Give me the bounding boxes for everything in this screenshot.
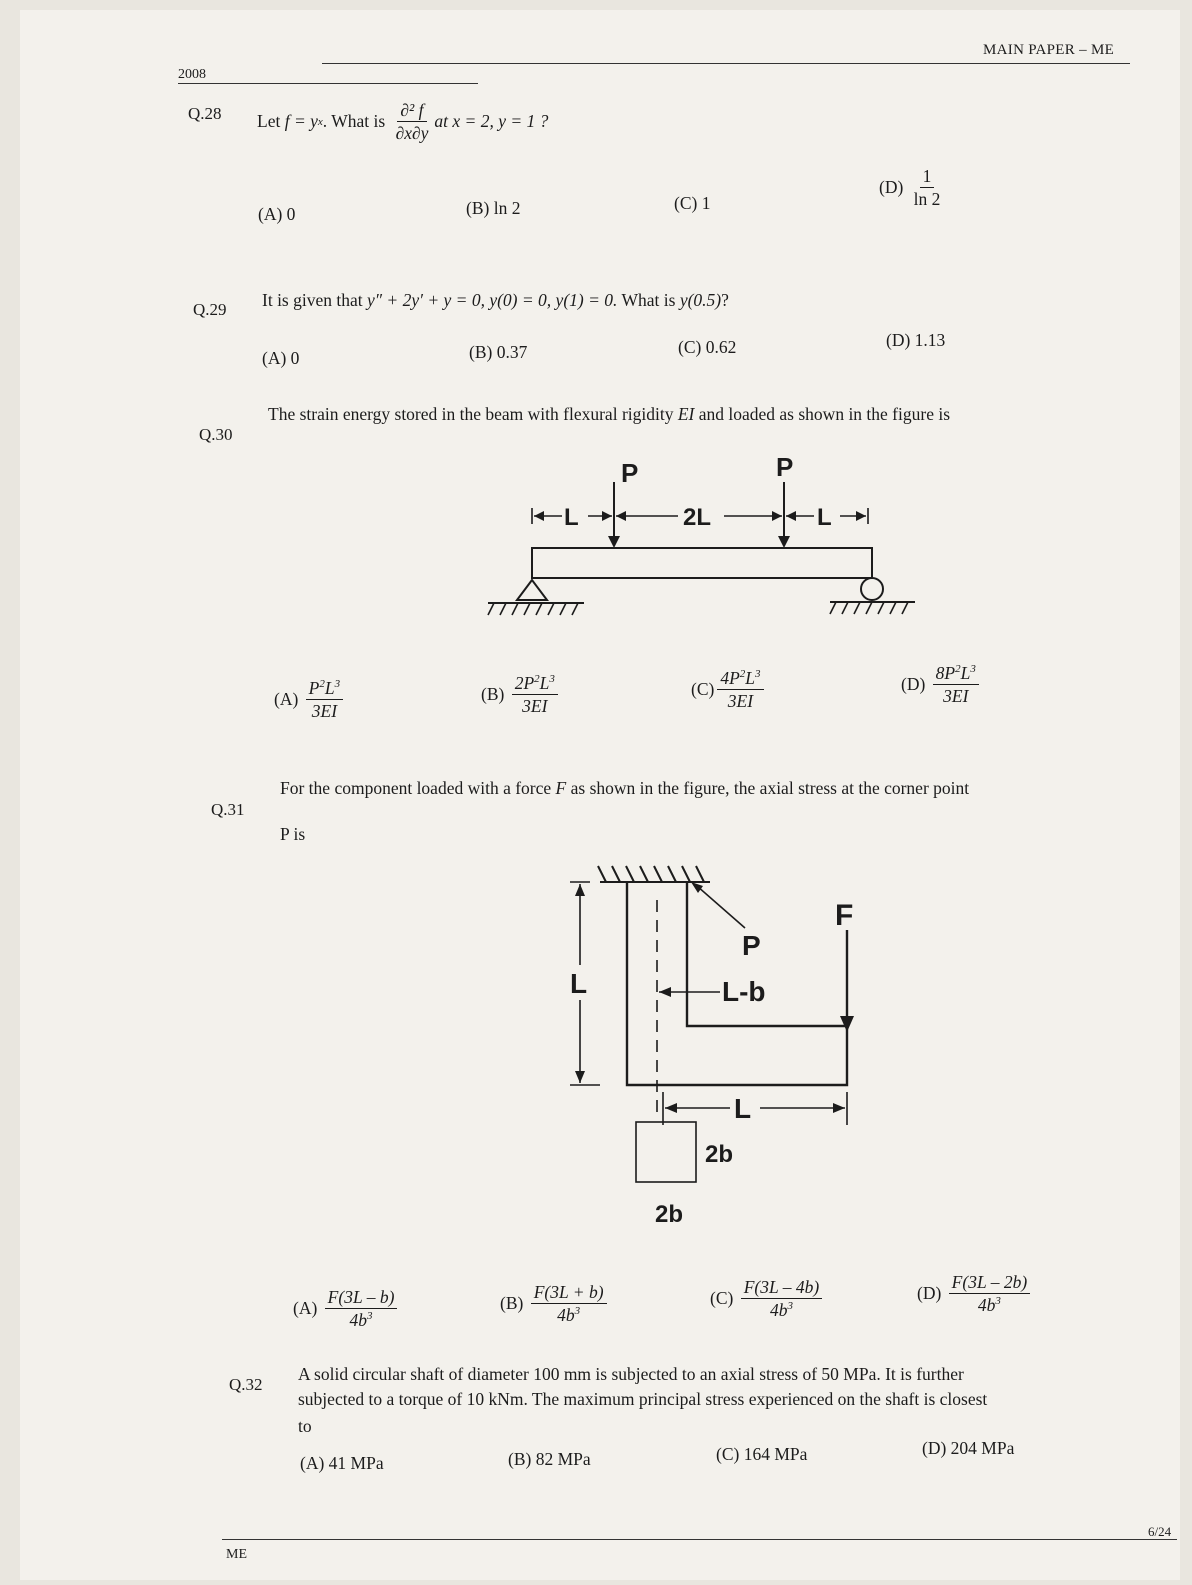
q30-option-d[interactable]: (D) $\frac{8P^2L^3}{3EI}$: [901, 663, 982, 706]
section-bottom-label: 2b: [655, 1201, 684, 1228]
dim-label-l2: 2L: [683, 504, 712, 531]
q29-number: Q.29: [193, 300, 227, 319]
q31-text-line2: P is: [280, 824, 306, 844]
q28-mid: . What is: [322, 111, 386, 132]
dim-arrow-2: [602, 511, 612, 521]
dim-label-l3: L: [817, 504, 832, 531]
q28-option-a[interactable]: (A) 0: [258, 204, 296, 224]
q28-text: [257, 100, 548, 143]
footer-rule: [222, 1539, 1177, 1540]
force-label: F: [835, 899, 854, 932]
q31-text: For the component loaded with a force F as shown in the figure, the axial stress at the corner point: [280, 778, 970, 798]
dim-vert-arrow-top: [575, 884, 585, 896]
beam: [532, 548, 872, 578]
q31-number: Q.31: [211, 800, 245, 819]
q30-option-a[interactable]: (A) $\frac{P^2L^3}{3EI}$: [274, 678, 346, 721]
q28-option-d[interactable]: (D) $\frac{1}{\ln 2}$: [879, 166, 941, 210]
force-arrowhead: [840, 1016, 854, 1032]
q31-option-c[interactable]: (C) $\frac{F(3L - 4b)}{4b^3}$: [710, 1277, 825, 1320]
q29-option-a[interactable]: (A) 0: [262, 348, 300, 368]
q32-text-line3: to: [298, 1416, 312, 1436]
dim-arrow-6: [856, 511, 866, 521]
q28-lead: Let: [257, 111, 281, 132]
q29-equation: y″ + 2y′ + y = 0, y(0) = 0, y(1) = 0.: [366, 290, 618, 310]
left-ground-hatch: [488, 603, 578, 615]
q28-option-c[interactable]: (C) 1: [674, 193, 711, 213]
q29-text: It is given that y″ + 2y′ + y = 0, y(0) = 0, y(1) = 0. What is y(0.5)?: [262, 290, 729, 310]
q32-option-c[interactable]: (C) 164 MPa: [716, 1444, 808, 1464]
dim-horiz-arrow-left: [665, 1103, 677, 1113]
q32-option-d[interactable]: (D) 204 MPa: [922, 1438, 1015, 1458]
dim-arrow-3: [616, 511, 626, 521]
dim-lb-label: L-b: [722, 976, 766, 1007]
right-ground-hatch: [830, 602, 908, 614]
q28-number: Q.28: [188, 104, 222, 123]
pin-support: [517, 580, 547, 600]
q29-option-b[interactable]: (B) 0.37: [469, 342, 528, 362]
dim-arrow-1: [534, 511, 544, 521]
section-side-label: 2b: [705, 1141, 734, 1168]
q28-derivative: $\frac{\text{∂² f}}{\partial x\partial y}$: [395, 100, 429, 144]
q32-number: Q.32: [229, 1375, 263, 1394]
q32-text-line2: subjected to a torque of 10 kNm. The maximum principal stress experienced on the shaft is closest: [298, 1389, 988, 1409]
dim-horiz-arrow-right: [833, 1103, 845, 1113]
cross-section: [636, 1122, 696, 1182]
q31-component-figure: [560, 860, 880, 1245]
q30-beam-figure: [480, 452, 940, 642]
dim-horiz-label: L: [734, 1093, 752, 1124]
q32-option-b[interactable]: (B) 82 MPa: [508, 1449, 591, 1469]
q29-option-d[interactable]: (D) 1.13: [886, 330, 946, 350]
corner-point-label: P: [742, 930, 761, 961]
corner-leader: [697, 886, 745, 928]
dim-arrow-4: [772, 511, 782, 521]
load-arrowhead-left: [608, 536, 620, 548]
q29-option-c[interactable]: (C) 0.62: [678, 337, 737, 357]
q31-option-a[interactable]: (A) $\frac{F(3L - b)}{4b^3}$: [293, 1287, 400, 1330]
q31-option-b[interactable]: (B) $\frac{F(3L + b)}{4b^3}$: [500, 1282, 610, 1325]
dim-vert-arrow-bottom: [575, 1071, 585, 1083]
q32-text-line1: A solid circular shaft of diameter 100 mm is subjected to an axial stress of 50 MPa. It is further: [298, 1364, 964, 1384]
q28-func: f = y: [284, 111, 318, 132]
q29-target: y(0.5): [679, 290, 722, 310]
q31-option-d[interactable]: (D) $\frac{F(3L - 2b)}{4b^3}$: [917, 1272, 1033, 1315]
corner-leader-head: [691, 882, 703, 893]
paper-title: MAIN PAPER – ME: [983, 42, 1115, 58]
header-rule-short: [178, 83, 478, 84]
q28-func-sup: x: [317, 115, 323, 128]
q30-number: Q.30: [199, 425, 233, 444]
dim-arrow-5: [786, 511, 796, 521]
fixed-wall-hatch: [598, 866, 704, 882]
footer-page-number: 6/24: [1148, 1524, 1172, 1539]
dim-lb-arrow: [659, 987, 671, 997]
load-arrowhead-right: [778, 536, 790, 548]
load-label-right: P: [776, 452, 794, 482]
q30-option-b[interactable]: (B) $\frac{2P^2L^3}{3EI}$: [481, 673, 561, 716]
paper-year: 2008: [178, 67, 206, 82]
q28-tail: at x = 2, y = 1 ?: [434, 111, 549, 132]
roller-support: [861, 578, 883, 600]
q32-option-a[interactable]: (A) 41 MPa: [300, 1453, 384, 1473]
q30-text: The strain energy stored in the beam with flexural rigidity EI and loaded as shown in the figure is: [268, 404, 951, 424]
footer-paper-code: ME: [226, 1547, 247, 1562]
q30-option-c[interactable]: (C) $\frac{4P^2L^3}{3EI}$: [691, 668, 767, 711]
header-rule: [322, 63, 1130, 64]
q28-option-b[interactable]: (B) ln 2: [466, 198, 521, 218]
dim-label-l1: L: [564, 504, 579, 531]
dim-vert-label: L: [570, 968, 588, 999]
load-label-left: P: [621, 458, 639, 488]
